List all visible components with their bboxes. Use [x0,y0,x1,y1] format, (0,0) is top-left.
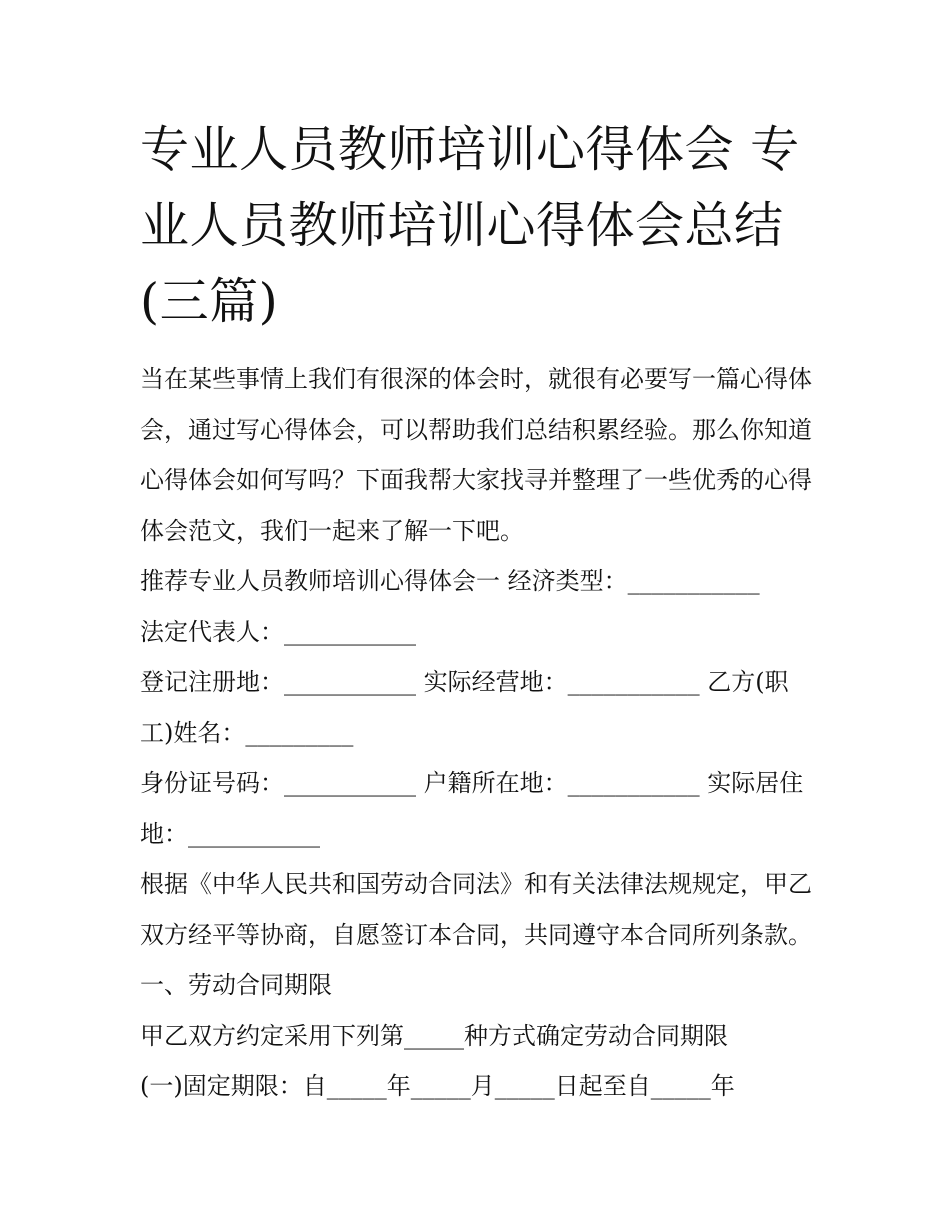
legal-representative-line: 法定代表人：___________ [140,617,416,646]
economic-type-line: 推荐专业人员教师培训心得体会一 经济类型：___________ [140,567,760,595]
document-title: 专业人员教师培训心得体会 专业人员教师培训心得体会总结(三篇) [140,121,800,330]
registration-address-line: 登记注册地：___________ 实际经营地：___________ 乙方(职工)姓名：_________ [140,668,789,747]
contract-term-choice-line: 甲乙双方约定采用下列第_____种方式确定劳动合同期限 [140,1021,728,1050]
document-page [140,112,820,1112]
fixed-term-line: (一)固定期限：自_____年_____月_____日起至自_____年 [140,1072,735,1100]
id-number-line: 身份证号码：___________ 户籍所在地：___________ 实际居住地：___________ [140,769,804,848]
legal-basis-paragraph: 根据《中华人民共和国劳动合同法》和有关法律法规规定，甲乙双方经平等协商，自愿签订本合同，共同遵守本合同所列条款。 一、劳动合同期限 [140,870,820,999]
intro-paragraph: 当在某些事情上我们有很深的体会时，就很有必要写一篇心得体会，通过写心得体会，可以帮助我们总结积累经验。那么你知道心得体会如何写吗？下面我帮大家找寻并整理了一些优秀的心得体会范文，我们一起来了解一下吧。 [140,365,812,545]
